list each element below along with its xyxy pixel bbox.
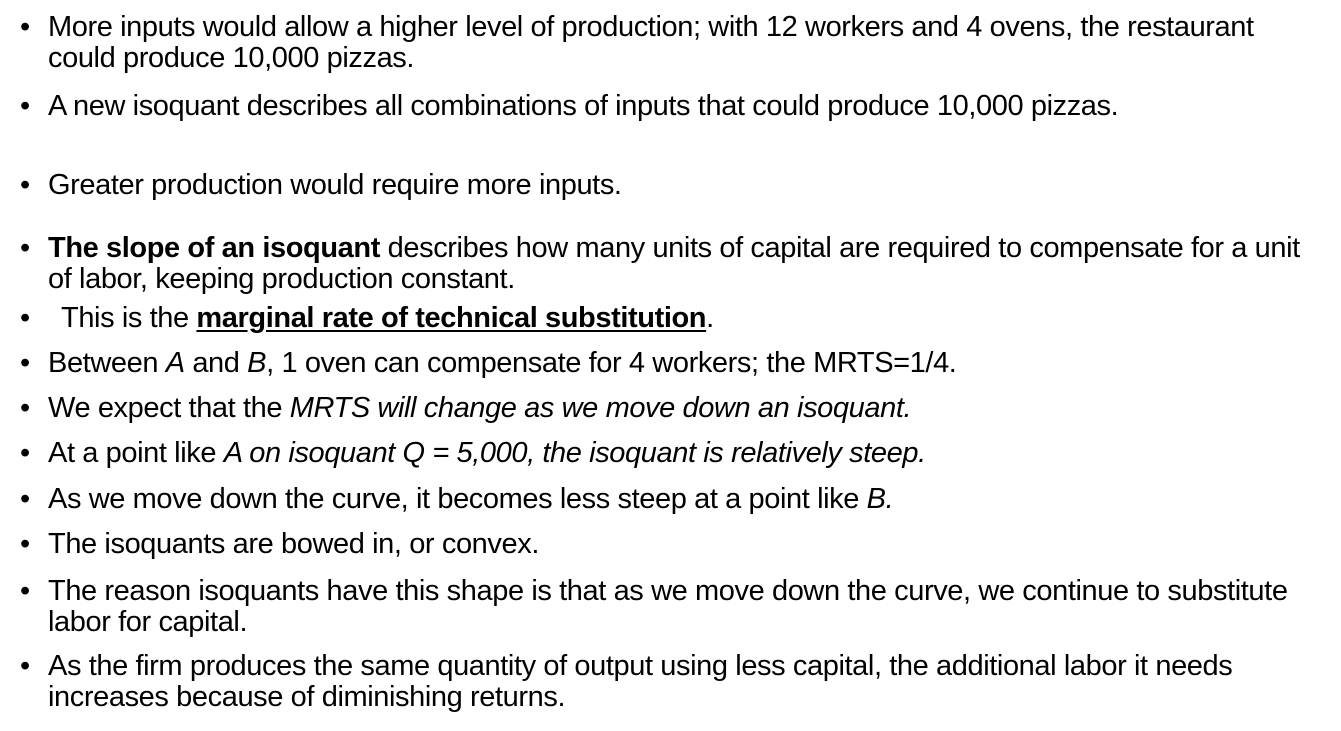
bullet-item (20, 170, 1310, 201)
bullet-text-rest: describes how many units of capital are required to compensate for a unit of labor, keeping production constant. (48, 232, 1300, 295)
bullet-text: The reason isoquants have this shape is that as we move down the curve, we continue to substitute labor for capital. (48, 575, 1288, 638)
bullet-text-pre: As we move down the curve, it becomes less steep at a point like (48, 483, 867, 515)
italic-text: A on isoquant Q = 5,000, the isoquant is relatively steep. (223, 437, 926, 469)
bullet-marker: • (20, 11, 30, 43)
bullet-marker: • (20, 347, 30, 379)
point-label-a: A (165, 347, 185, 379)
italic-text: MRTS will change as we move down an isoquant. (289, 392, 912, 424)
bullet-text-post: , 1 oven can compensate for 4 workers; the MRTS=1/4. (266, 347, 957, 379)
bullet-item (20, 348, 1310, 379)
bullet-text-mid: and (184, 347, 248, 379)
bullet-text: The isoquants are bowed in, or convex. (48, 528, 539, 560)
point-label-b: B (247, 347, 267, 379)
italic-text: B. (866, 483, 894, 515)
bullet-item (20, 484, 1310, 515)
bullet-text: More inputs would allow a higher level of production; with 12 workers and 4 ovens, the restaurant could produce 10,000 pizzas. (48, 11, 1254, 74)
bullet-marker: • (20, 169, 30, 201)
bullet-text (48, 484, 1310, 515)
key-term: marginal rate of technical substitution (196, 302, 707, 334)
bullet-text: As the firm produces the same quantity of output using less capital, the additional labor it needs increases because of diminishing returns. (48, 650, 1233, 713)
bullet-item (20, 12, 1310, 74)
bullet-item (20, 303, 1310, 334)
bullet-item (20, 651, 1310, 713)
bullet-text (48, 233, 1310, 295)
bullet-text-pre: At a point like (48, 437, 224, 469)
bullet-text (48, 393, 1310, 424)
bullet-item (20, 91, 1310, 122)
bold-term: The slope of an isoquant (48, 232, 380, 264)
bullet-marker: • (20, 392, 30, 424)
bullet-text-pre: Between (48, 347, 166, 379)
bullet-marker: • (20, 483, 30, 515)
bullet-text-pre: This is the (61, 302, 197, 334)
bullet-item (20, 233, 1310, 295)
bullet-marker: • (20, 437, 30, 469)
bullet-item (20, 529, 1310, 560)
bullet-marker: • (20, 528, 30, 560)
bullet-item (20, 393, 1310, 424)
bullet-text-pre: We expect that the (48, 392, 290, 424)
bullet-item (20, 576, 1310, 638)
bullet-item (20, 438, 1310, 469)
bullet-text: A new isoquant describes all combinations of inputs that could produce 10,000 pizzas. (48, 90, 1119, 122)
bullet-text (61, 303, 1310, 334)
bullet-marker: • (20, 90, 30, 122)
bullet-text (48, 348, 1310, 379)
bullet-marker: • (20, 650, 30, 682)
bullet-text: Greater production would require more inputs. (48, 169, 622, 201)
bullet-text (48, 438, 1310, 469)
bullet-marker: • (20, 575, 30, 607)
bullet-text-post: . (706, 302, 714, 334)
bullet-marker: • (20, 302, 30, 334)
bullet-marker: • (20, 232, 30, 264)
